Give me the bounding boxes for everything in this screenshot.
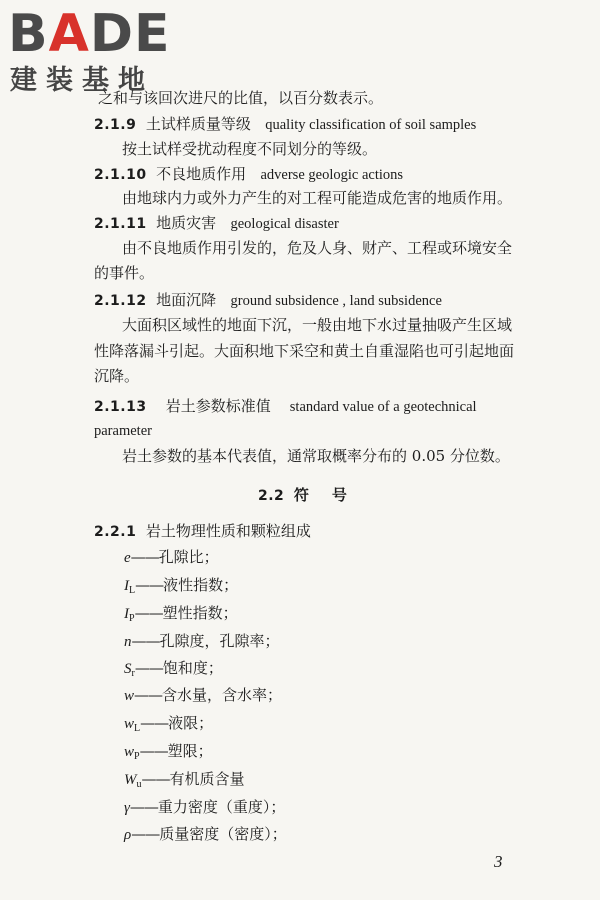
symbol-description: 液性指数； (163, 576, 239, 594)
term-heading (94, 164, 403, 185)
symbol-description: 有机质含量 (169, 770, 245, 788)
term-zh: 地质灾害 (156, 214, 217, 232)
symbol-dash: —— (130, 548, 159, 566)
bade-logo (8, 6, 178, 98)
term-en: quality classification of soil samples (265, 117, 477, 133)
symbol (124, 576, 135, 601)
term-heading (94, 396, 477, 417)
section-title: 符 号 (293, 486, 351, 504)
symbol-letter: I (124, 578, 129, 594)
symbol-letter: w (124, 716, 135, 732)
symbol-description: 饱和度； (162, 659, 223, 677)
term-number: 2.1.10 (94, 167, 147, 183)
symbol (124, 770, 142, 795)
page-number: 3 (494, 852, 503, 871)
symbol-description: 塑性指数； (162, 604, 238, 622)
logo-word-post: DE (89, 4, 171, 64)
term-zh: 地面沉降 (156, 291, 217, 309)
term-definition-line: 性降落漏斗引起。大面积地下采空和黄土自重湿陷也可引起地面 (94, 342, 515, 360)
symbol-description: 孔隙度，孔隙率； (159, 632, 280, 650)
symbol-subscript: L (134, 723, 141, 734)
symbol-letter: w (124, 744, 135, 760)
subsection-number: 2.2.1 (94, 524, 137, 540)
symbol-letter: w (124, 688, 135, 704)
symbol (124, 714, 140, 739)
symbol-dash: —— (141, 770, 170, 788)
symbol-dash: —— (134, 659, 163, 677)
term-zh: 岩土参数标准值 (165, 397, 271, 415)
logo-wordmark (8, 6, 171, 62)
symbol-dash: —— (135, 576, 164, 594)
continuation-text: 之和与该回次进尺的比值，以百分数表示。 (98, 89, 384, 107)
symbol-description: 塑限； (167, 742, 213, 760)
subsection-heading (94, 521, 311, 542)
term-definition: 由地球内力或外力产生的对工程可能造成危害的地质作用。 (122, 189, 513, 207)
symbol (124, 632, 132, 657)
term-definition-line: 由不良地质作用引发的，危及人身、财产、工程或环境安全 (122, 239, 513, 257)
symbol-subscript: P (129, 613, 135, 624)
symbol-letter: e (124, 550, 131, 566)
symbol-dash: —— (140, 714, 169, 732)
symbol (124, 686, 134, 711)
term-heading (94, 290, 442, 311)
symbol-letter: S (124, 661, 132, 677)
term-en: adverse geologic actions (260, 167, 404, 183)
term-number: 2.1.13 (94, 399, 147, 415)
logo-word-pre: B (8, 4, 49, 64)
symbol-dash: —— (129, 798, 158, 816)
symbol-description: 重力密度（重度）； (157, 798, 286, 816)
term-number: 2.1.9 (94, 117, 137, 133)
symbol-description: 质量密度（密度）； (159, 825, 287, 843)
symbol-letter: ρ (124, 827, 132, 843)
symbol-entry (124, 741, 213, 767)
term-en-continued: parameter (94, 423, 152, 439)
term-number: 2.1.12 (94, 293, 147, 309)
term-heading (94, 114, 476, 135)
symbol-description: 含水量，含水率； (162, 686, 283, 704)
symbol-entry (124, 575, 238, 601)
term-definition-line: 大面积区域性的地面下沉，一般由地下水过量抽吸产生区域 (122, 316, 513, 334)
subsection-title: 岩土物理性质和颗粒组成 (145, 522, 311, 540)
term-zh: 不良地质作用 (156, 165, 247, 183)
logo-word-accent: A (48, 4, 90, 64)
term-number: 2.1.11 (94, 216, 147, 232)
symbol-entry (124, 824, 287, 850)
symbol-description: 孔隙比； (158, 548, 219, 566)
term-definition: 按土试样受扰动程度不同划分的等级。 (122, 140, 378, 158)
term-zh: 土试样质量等级 (145, 115, 251, 133)
symbol-entry (124, 797, 285, 823)
term-definition-line: 的事件。 (94, 264, 155, 282)
term-en: ground subsidence , land subsidence (230, 293, 442, 309)
symbol-entry (124, 603, 238, 629)
symbol-description: 液限； (168, 714, 214, 732)
term-en: standard value of a geotechnical (289, 399, 477, 415)
symbol (124, 742, 140, 767)
symbol-subscript: u (136, 779, 142, 790)
term-definition: 岩土参数的基本代表值，通常取概率分布的 0.05 分位数。 (122, 447, 510, 465)
symbol-subscript: P (134, 751, 140, 762)
symbol-letter: γ (124, 800, 130, 816)
symbol-dash: —— (139, 742, 168, 760)
symbol (124, 659, 135, 684)
symbol (124, 548, 131, 573)
symbol-letter: W (124, 772, 137, 788)
symbol-subscript: r (131, 668, 135, 679)
symbol-entry (124, 658, 223, 684)
section-number: 2.2 (258, 488, 285, 504)
symbol-entry (124, 713, 213, 739)
symbol-dash: —— (134, 604, 163, 622)
term-definition-line: 沉降。 (94, 367, 140, 385)
symbol-entry (124, 769, 245, 795)
symbol-subscript: L (129, 585, 136, 596)
symbol-dash: —— (131, 825, 160, 843)
symbol-dash: —— (131, 632, 160, 650)
symbol-dash: —— (134, 686, 163, 704)
section-heading (258, 485, 351, 506)
term-heading (94, 213, 339, 234)
symbol (124, 604, 135, 629)
symbol-letter: I (124, 606, 129, 622)
symbol-letter: n (124, 634, 132, 650)
symbol-entry (124, 631, 280, 657)
logo-subtitle: 建装基地 (10, 65, 154, 96)
term-en: geological disaster (230, 216, 339, 232)
symbol-entry (124, 685, 282, 711)
symbol-entry (124, 547, 219, 573)
